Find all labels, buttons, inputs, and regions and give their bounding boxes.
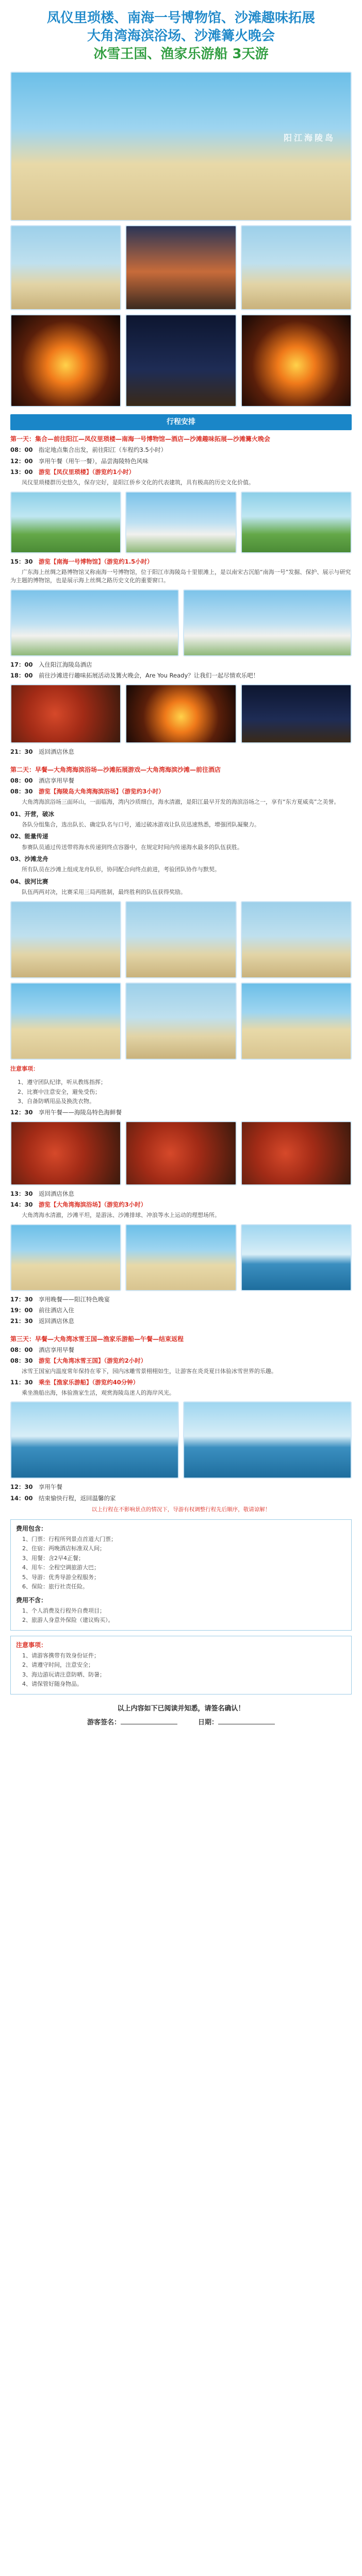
photo-museum-1 [10,589,179,656]
day1-head: 第一天：集合—前往阳江—凤仪里琐楼—南海一号博物馆—酒店—沙滩趣味拓展—沙滩篝火晚会 [10,435,271,443]
includes-item: 3、用餐：含2早4正餐； [22,1554,84,1562]
photo-fireworks [241,314,352,407]
photo-bay-3 [241,1224,352,1291]
day1-para-1: 凤仪里琐楼群历史悠久，保存完好，是阳江侨乡文化的代表建筑，具有极高的历史文化价值。 [22,479,254,486]
section-itinerary: 行程安排 [10,414,352,430]
notes-item: 1、请游客携带有效身份证件； [22,1652,100,1659]
day2-para-1: 大角湾海滨浴场三面环山，一面临海，湾内沙质细白，海水清澈，是阳江最早开发的海滨浴场之一，享有“东方夏威夷”之美誉。 [22,799,340,806]
day2-row-3: 12：30 享用午餐——海陵岛特色海鲜餐 [10,1108,122,1116]
footer-confirm: 以上内容如下已阅读并知悉，请签名确认！ [117,1704,245,1713]
day1-photo-row-2 [10,589,352,656]
day2-photo-row-2 [10,982,352,1060]
photo-game-6 [241,982,352,1060]
photo-museum-2 [183,589,352,656]
photo-evening [241,684,352,743]
day2-row-2: 08：30 游览【海陵岛大角湾海滨浴场】（游览约3小时） [10,787,164,795]
photo-beach-group [10,225,121,310]
photo-game-4 [10,982,121,1060]
day2-para-4: 所有队员在沙滩上组成龙舟队形，协同配合向终点前进，考验团队协作与默契。 [22,866,220,873]
day2-row-5: 14：30 游览【大角湾海滨浴场】（游览约3小时） [10,1201,147,1209]
day2-row-6: 17：30 享用晚餐——阳江特色晚宴 [10,1295,110,1303]
signature-row [10,1718,352,1728]
includes-title: 费用包含： [16,1524,47,1532]
reminder: 以上行程在不影响景点的情况下，导游有权调整行程先后顺序，敬请谅解！ [91,1506,271,1513]
hero-logo: 阳江海陵岛 [283,132,335,143]
photo-seafood-2 [125,1121,236,1185]
excludes-item: 2、旅游人身意外保险（建议购买）。 [22,1617,114,1624]
day3-head: 第三天：早餐—大角湾冰雪王国—渔家乐游船—午餐—结束返程 [10,1335,184,1343]
day2-tips-title: 注意事项： [10,1065,39,1072]
day2-tip-3: 3、自备防晒用品及换洗衣物。 [18,1098,95,1105]
photo-dinner [10,684,121,743]
title-line-3: 冰雪王国、渔家乐游船 3天游 [93,46,269,62]
photo-game-1 [10,901,121,978]
title-block [0,0,362,69]
photo-bonfire [10,314,121,407]
day2-photo-row-3 [10,1121,352,1185]
title-line-2: 大角湾海滨浴场、沙滩篝火晚会 [87,28,275,44]
day2-row-7: 19：00 前往酒店入住 [10,1307,75,1314]
day2-para-2: 各队分组集合，选出队长、确定队名与口号，通过破冰游戏让队员迅速熟悉，增强团队凝聚力。 [22,821,260,828]
includes-item: 4、用车：全程空调旅游大巴； [22,1564,100,1571]
notes-box [10,1636,352,1694]
day2-para-6: 大角湾海水清澈，沙滩平坦，是游泳、沙滩排球、冲浪等水上运动的理想场所。 [22,1212,220,1219]
day2-sub-4: 04、拔河比赛 [10,877,48,885]
notes-item: 4、请保管好随身物品。 [22,1681,83,1688]
photo-qilou [10,492,121,553]
day2-row-1: 08：00 酒店享用早餐 [10,776,75,784]
includes-item: 6、保险：旅行社责任险。 [22,1583,88,1590]
day2-tip-2: 2、比赛中注意安全，避免受伤； [18,1088,101,1095]
day2-tips [10,1065,352,1074]
title-line-1: 凤仪里琐楼、南海一号博物馆、沙滩趣味拓展 [46,10,315,26]
day3-para-1: 冰雪王国室内温度常年保持在零下，园内冰雕雪景栩栩如生，让游客在炎炎夏日体验冰雪世界的乐趣。 [22,1368,277,1375]
photo-row-2 [10,314,352,407]
excludes-title: 费用不含： [16,1596,47,1604]
includes-item: 1、门票：行程所列景点首道大门票； [22,1535,117,1543]
day2-sub-2: 02、能量传递 [10,833,48,840]
photo-game-5 [125,982,236,1060]
guest-signature[interactable]: 游客签名： [87,1718,177,1728]
day1-photo-row-1 [10,492,352,553]
day1-photo-row-3 [10,684,352,743]
photo-bay-2 [125,1224,236,1291]
photo-game-2 [125,901,236,978]
day1-row-museum: 15：30 游览【南海一号博物馆】（游览约1.5小时） [10,557,153,565]
photo-sunset [125,225,236,310]
day2-tip-1: 1、遵守团队纪律，听从教练指挥； [18,1079,106,1086]
day1-row-6: 21：30 返回酒店休息 [10,748,75,756]
day1-row-4: 17：00 入住阳江海陵岛酒店 [10,660,92,668]
day3-row-1: 08：00 酒店享用早餐 [10,1346,75,1353]
day1-row-5: 18：00 前往沙滩进行趣味拓展活动及篝火晚会，Are You Ready？让我们一起尽情欢乐吧！ [10,672,259,680]
day2-sub-3: 03、沙滩龙舟 [10,855,48,863]
photo-seafood-3 [241,1121,352,1185]
includes-item: 2、住宿：两晚酒店标准双人间； [22,1545,105,1552]
day2-head: 第二天：早餐—大角湾海滨浴场—沙滩拓展游戏—大角湾海滨沙滩—前往酒店 [10,766,221,773]
notes-title: 注意事项： [16,1641,47,1649]
day1-row-2: 12：00 享用午餐（用午一餐），品尝海陵特色风味 [10,457,149,465]
photo-game-3 [241,901,352,978]
includes-box [10,1519,352,1631]
photo-team [241,225,352,310]
photo-boat-1 [10,1401,179,1479]
photo-row-1 [10,225,352,310]
day1-row-3: 13：00 游览【凤仪里琐楼】（游览约1小时） [10,468,135,476]
photo-campfire [125,684,236,743]
sign-date[interactable]: 日期： [198,1718,275,1728]
day3-para-2: 乘坐渔船出海，体验渔家生活，观赏海陵岛迷人的海岸风光。 [22,1389,175,1396]
day2-photo-row-4 [10,1224,352,1291]
day2-sub-1: 01、开营，破冰 [10,810,55,818]
day2-row-8: 21：30 返回酒店休息 [10,1317,75,1325]
day2-row-4: 13：30 返回酒店休息 [10,1190,75,1197]
photo-boat-2 [183,1401,352,1479]
day3-row-4: 14：00 结束愉快行程，返回温馨的家 [10,1494,116,1502]
photo-museum-gate [125,492,236,553]
hero-photo [10,72,352,221]
day1-row-1: 08：00 指定地点集合出发，前往阳江（车程约3.5小时） [10,446,167,454]
day3-photo-row [10,1401,352,1479]
photo-night-party [125,314,236,407]
photo-bay-1 [10,1224,121,1291]
day2-para-5: 队伍两两对决，比赛采用三局两胜制，最终胜利的队伍获得奖励。 [22,889,186,896]
notes-item: 2、请遵守时间，注意安全； [22,1662,94,1669]
includes-item: 5、导游：优秀导游全程服务； [22,1573,100,1581]
excludes-item: 1、个人消费及行程外自费项目； [22,1607,105,1614]
day3-row-3: 12：30 享用午餐 [10,1483,63,1491]
day1-para-2: 广东海上丝绸之路博物馆又称南海一号博物馆，位于阳江市海陵岛十里银滩上，是以南宋古沉船“南海一号”发掘、保护、展示与研究为主题的博物馆，也是展示海上丝绸之路历史文化的重要窗口。 [10,568,351,584]
day2-para-3: 参赛队员通过传送带将海水传递到终点容器中，在规定时间内传递海水最多的队伍获胜。 [22,843,243,851]
day2-photo-row-1 [10,901,352,978]
notes-item: 3、海边游玩请注意防晒、防暑； [22,1671,105,1678]
photo-garden [241,492,352,553]
day3-row-boat: 11：30 乘坐【渔家乐游船】（游览约40分钟） [10,1378,139,1386]
day3-row-2: 08：30 游览【大角湾冰雪王国】（游览约2小时） [10,1357,147,1364]
photo-seafood-1 [10,1121,121,1185]
